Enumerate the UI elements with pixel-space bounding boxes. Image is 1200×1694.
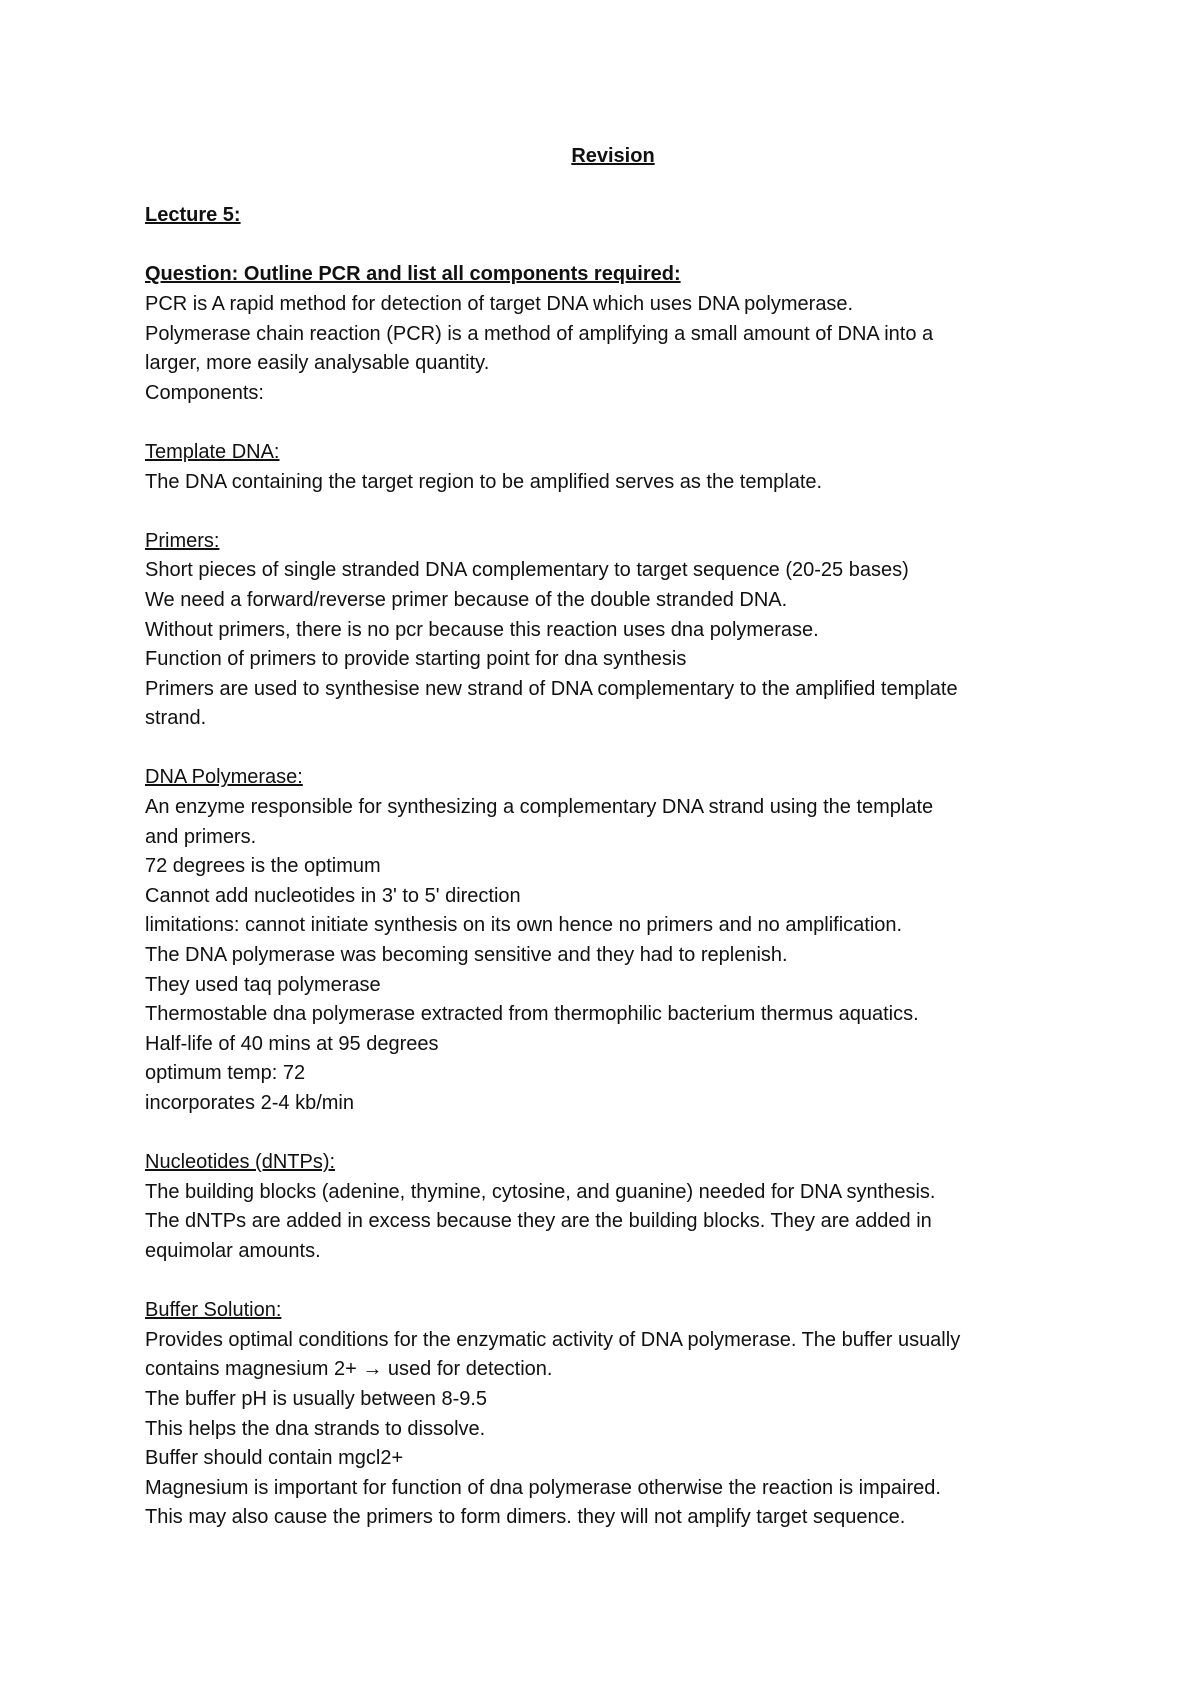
section-line: Without primers, there is no pcr because this reaction uses dna polymerase. — [145, 618, 819, 641]
intro-line: PCR is A rapid method for detection of target DNA which uses DNA polymerase. — [145, 292, 854, 315]
section-line: We need a forward/reverse primer because of the double stranded DNA. — [145, 588, 788, 611]
section-line: Primers are used to synthesise new strand of DNA complementary to the amplified template — [145, 677, 958, 700]
section-line: The DNA containing the target region to be amplified serves as the template. — [145, 470, 823, 493]
spacer — [145, 172, 1065, 202]
section-line: and primers. — [145, 825, 257, 848]
lecture-heading: Lecture 5: — [145, 204, 241, 227]
section-line: An enzyme responsible for synthesizing a complementary DNA strand using the template — [145, 796, 934, 819]
section-line: Half-life of 40 mins at 95 degrees — [145, 1032, 439, 1055]
section-line: Cannot add nucleotides in 3' to 5' direction — [145, 884, 521, 907]
intro-line: larger, more easily analysable quantity. — [145, 352, 490, 375]
document-page — [145, 142, 1065, 1533]
section-line: optimum temp: 72 — [145, 1062, 306, 1085]
section-line: strand. — [145, 707, 207, 730]
section-line: This helps the dna strands to dissolve. — [145, 1417, 486, 1440]
section-line: Short pieces of single stranded DNA complementary to target sequence (20-25 bases) — [145, 559, 909, 582]
page-title: Revision — [571, 145, 655, 167]
section-line: The DNA polymerase was becoming sensitive and they had to replenish. — [145, 944, 788, 967]
section-line: They used taq polymerase — [145, 973, 381, 996]
section-heading: Primers: — [145, 529, 220, 552]
section-heading: Buffer Solution: — [145, 1299, 282, 1322]
section-line: incorporates 2-4 kb/min — [145, 1092, 354, 1114]
section-line: 72 degrees is the optimum — [145, 855, 381, 878]
section-line: Buffer should contain mgcl2+ — [145, 1447, 404, 1470]
spacer — [145, 497, 1065, 527]
spacer — [145, 1267, 1065, 1297]
section-line: The buffer pH is usually between 8-9.5 — [145, 1387, 488, 1410]
intro-line: Components: — [145, 381, 264, 404]
section-heading: DNA Polymerase: — [145, 766, 303, 789]
spacer — [145, 231, 1065, 261]
section-heading: Nucleotides (dNTPs): — [145, 1151, 336, 1174]
spacer — [145, 408, 1065, 438]
section-line: equimolar amounts. — [145, 1239, 321, 1262]
spacer — [145, 734, 1065, 764]
section-line: The dNTPs are added in excess because they are the building blocks. They are added in — [145, 1210, 932, 1233]
section-line: Thermostable dna polymerase extracted from thermophilic bacterium thermus aquatics. — [145, 1003, 919, 1026]
spacer — [145, 1119, 1065, 1149]
section-heading: Template DNA: — [145, 440, 280, 463]
question-heading: Question: Outline PCR and list all components required: — [145, 263, 681, 286]
section-line: The building blocks (adenine, thymine, cytosine, and guanine) needed for DNA synthesis. — [145, 1180, 936, 1203]
section-line: Provides optimal conditions for the enzymatic activity of DNA polymerase. The buffer usually — [145, 1328, 961, 1351]
section-line: limitations: cannot initiate synthesis on its own hence no primers and no amplification. — [145, 914, 903, 937]
section-line: contains magnesium 2+ → used for detection. — [145, 1358, 553, 1381]
intro-line: Polymerase chain reaction (PCR) is a method of amplifying a small amount of DNA into a — [145, 322, 934, 345]
section-line: Magnesium is important for function of dna polymerase otherwise the reaction is impaired. — [145, 1476, 941, 1499]
components-sections — [145, 408, 1065, 1533]
section-line: Function of primers to provide starting point for dna synthesis — [145, 648, 687, 671]
section-line: This may also cause the primers to form dimers. they will not amplify target sequence. — [145, 1506, 906, 1529]
